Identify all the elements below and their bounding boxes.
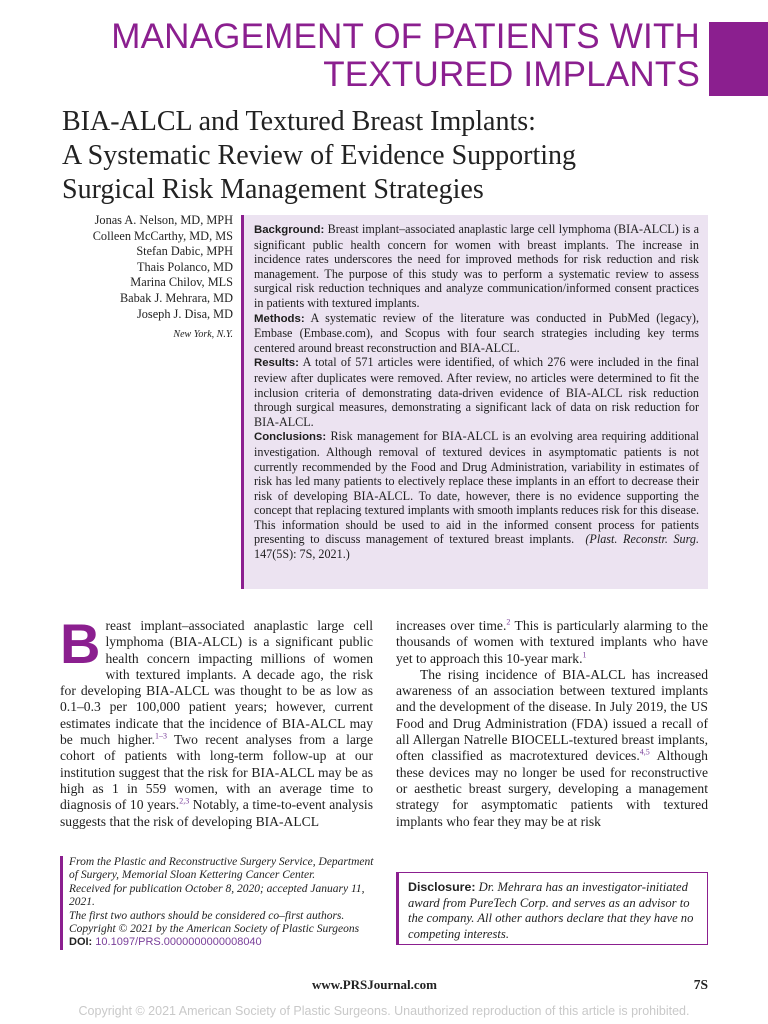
title-line-3: Surgical Risk Management Strategies (62, 174, 484, 205)
citation-rest: 147(5S): 7S, 2021.) (254, 547, 350, 562)
disclosure-label: Disclosure: (408, 880, 476, 894)
reference-link[interactable]: 1–3 (154, 731, 167, 741)
abstract-methods (254, 311, 699, 356)
disclosure-box (396, 872, 708, 945)
doi-label: DOI: (69, 936, 93, 949)
background-label: Background: (254, 224, 325, 236)
citation-journal: (Plast. Reconstr. Surg. (585, 532, 699, 547)
conclusions-text: Risk management for BIA-ALCL is an evolving area requiring additional investigation. Although removal of textured devices in asymptomatic patients is not currently recommended by the Food and Drug Administration, variability in estimates of risk has led many patients to electively replace these implants in an effort to decrease their risk of developing BIA-ALCL. To date, however, there is no evidence supporting the concept that replacing textured implants with smooth implants reduces risk for this disease. This information should be used to aid in the informed consent process for patients presenting to discuss management of textured breast implants. (254, 429, 699, 547)
background-text: Breast implant–associated anaplastic large cell lymphoma (BIA-ALCL) is a significant public health concern for women with breast implants. The increase in incidence rates underscores the need for improved methods for risk reduction and risk management. The purpose of this study was to perform a systematic review to assess surgical risk reduction techniques and analyze communication/informed consent practices in patients with textured implants. (254, 222, 699, 310)
section-header-line-1: MANAGEMENT OF PATIENTS WITH (111, 17, 700, 56)
body-text: increases over time. (396, 618, 507, 633)
article-title (62, 105, 742, 207)
journal-url[interactable]: www.PRSJournal.com (312, 977, 437, 992)
author-name: Joseph J. Disa, MD (137, 306, 233, 321)
abstract-conclusions (254, 429, 699, 561)
author-name: Marina Chilov, MLS (130, 275, 233, 290)
body-text: Two recent analyses from a large cohort of patients with long-term follow-up at our institution suggest that the risk for BIA-ALCL may be as high as 1 in 559 women, with an average time to diagnosis of 10 years. (60, 732, 373, 813)
copyright-line: Copyright © 2021 by the American Society of Plastic Surgeons (69, 923, 360, 936)
body-text: Although these devices may no longer be used for reconstructive or aesthetic breast surgery, developing a management strategy for asymptomatic patients with textured implants who fear they may be at risk (396, 748, 708, 829)
co-first-note: The first two authors should be considered co–first authors. (69, 909, 345, 922)
affiliation-note (60, 856, 378, 950)
affiliation-line: From the Plastic and Reconstructive Surgery Service, Department of Surgery, Memorial Sloan Kettering Cancer Center. (69, 856, 374, 882)
body-text: reast implant–associated anaplastic large cell lymphoma (BIA-ALCL) is a significant public health concern impacting millions of women with textured implants. A decade ago, the risk for developing BIA-ALCL was thought to be as low as 0.1–0.3 per 100,000 patient years; however, current estimates indicate that the incidence of BIA-ALCL may be much higher. (60, 618, 373, 748)
reference-link[interactable]: 4,5 (639, 747, 650, 757)
section-header-line-2: TEXTURED IMPLANTS (323, 55, 700, 94)
body-column-left (60, 612, 373, 830)
author-name: Stefan Dabic, MPH (136, 244, 233, 259)
page-number: 7S (693, 977, 708, 992)
body-paragraph (396, 618, 708, 667)
body-text: The rising incidence of BIA-ALCL has increased awareness of an association between textured implants and the development of the disease. In July 2019, the US Food and Drug Administration (FDA) issued a recall of all Allergan Natrelle BIOCELL-textured breast implants, often classified as macrotextured devices. (396, 666, 708, 764)
abstract-results (254, 355, 699, 429)
methods-text: A systematic review of the literature was conducted in PubMed (legacy), Embase (Embase.com), and Scopus with four search strategies including key terms centered around breast reconstruction and BIA-ALCL. (254, 310, 699, 355)
received-line: Received for publication October 8, 2020; accepted January 11, 2021. (69, 882, 365, 909)
title-line-2: A Systematic Review of Evidence Supporting (62, 140, 577, 171)
drop-cap: B (60, 612, 101, 675)
author-name: Colleen McCarthy, MD, MS (92, 228, 233, 243)
methods-label: Methods: (254, 312, 305, 325)
author-list (40, 213, 233, 343)
accent-block (709, 22, 768, 96)
author-location: New York, N.Y. (173, 329, 233, 341)
abstract-background (254, 222, 699, 311)
section-header (60, 18, 700, 94)
author-name: Babak J. Mehrara, MD (119, 290, 233, 305)
copyright-notice: Copyright © 2021 American Society of Plastic Surgeons. Unauthorized reproduction of this article is prohibited. (78, 1004, 690, 1018)
reference-link[interactable]: 2 (506, 617, 511, 627)
abstract-box (241, 215, 708, 589)
body-text: Notably, a time-to-event analysis suggests that the risk of developing BIA-ALCL (60, 797, 373, 829)
body-text: This is particularly alarming to the thousands of women with textured implants who have yet to approach this 10-year mark. (396, 618, 709, 666)
title-line-1: BIA-ALCL and Textured Breast Implants: (62, 106, 536, 137)
author-name: Thais Polanco, MD (137, 259, 233, 274)
doi-link[interactable]: 10.1097/PRS.0000000000008040 (95, 936, 262, 949)
disclosure-text: Dr. Mehrara has an investigator-initiated award from PureTech Corp. and serves as an advisor to the company. All other authors declare that they have no competing interests. (408, 880, 694, 941)
body-paragraph (60, 612, 373, 830)
body-column-right (396, 618, 708, 830)
reference-link[interactable]: 1 (582, 650, 587, 660)
conclusions-label: Conclusions: (254, 431, 327, 444)
reference-link[interactable]: 2,3 (179, 796, 190, 806)
results-text: A total of 571 articles were identified, of which 276 were included in the final review after duplicates were removed. After review, no articles were determined to fit the inclusion criteria of demonstrating data-driven evidence of BIA-ALCL risk reduction through surgical measures, demonstrating a significant lack of data on risk reduction for BIA-ALCL. (254, 355, 699, 429)
results-label: Results: (254, 357, 299, 370)
doi-line (69, 936, 378, 949)
author-name: Jonas A. Nelson, MD, MPH (94, 213, 233, 227)
body-paragraph (396, 667, 708, 830)
